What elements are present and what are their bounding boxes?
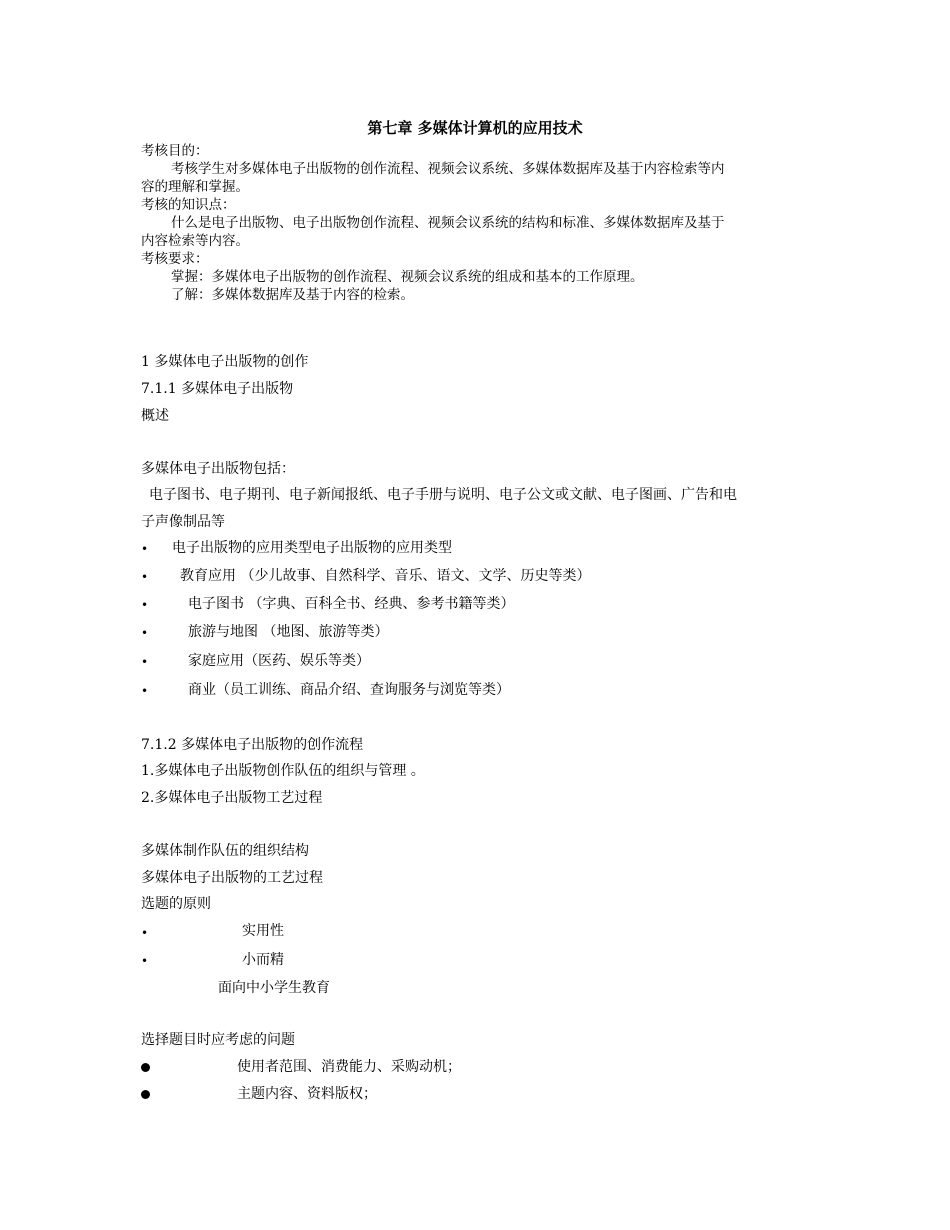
list-item: 电子图书 （字典、百科全书、经典、参考书籍等类）	[188, 596, 515, 612]
list-item: 电子出版物的应用类型电子出版物的应用类型	[172, 540, 452, 556]
principle-extra: 面向中小学生教育	[218, 980, 330, 996]
purpose-text-line2: 容的理解和掌握。	[141, 179, 249, 195]
bullet-icon: •	[141, 954, 149, 968]
section-7-1-1-heading: 7.1.1 多媒体电子出版物	[141, 381, 294, 397]
knowledge-text-line2: 内容检索等内容。	[141, 233, 249, 249]
issues-heading: 选择题目时应考虑的问题	[141, 1032, 295, 1048]
principle-heading: 选题的原则	[141, 896, 211, 912]
list-item: 家庭应用（医药、娱乐等类）	[188, 653, 370, 669]
includes-line1: 电子图书、电子期刊、电子新闻报纸、电子手册与说明、电子公文或文献、电子图画、广告和电	[149, 487, 737, 503]
team-structure-heading: 多媒体制作队伍的组织结构	[141, 843, 309, 859]
step-2: 2.多媒体电子出版物工艺过程	[141, 790, 323, 806]
bullet-icon: •	[141, 655, 149, 669]
bullet-icon: •	[141, 626, 149, 640]
includes-label: 多媒体电子出版物包括：	[141, 461, 295, 477]
bullet-dot-icon	[141, 1063, 150, 1072]
bullet-icon: •	[141, 684, 149, 698]
requirement-label: 考核要求：	[141, 251, 209, 267]
list-item: 主题内容、资料版权；	[237, 1086, 377, 1102]
section-1-heading: 1 多媒体电子出版物的创作	[141, 354, 309, 370]
list-item: 教育应用 （少儿故事、自然科学、音乐、语文、文学、历史等类）	[180, 568, 591, 584]
bullet-dot-icon	[141, 1090, 150, 1099]
knowledge-text-line1: 什么是电子出版物、电子出版物创作流程、视频会议系统的结构和标准、多媒体数据库及基于	[171, 215, 725, 231]
page-title: 第七章 多媒体计算机的应用技术	[367, 119, 583, 137]
bullet-icon: •	[141, 926, 149, 940]
bullet-icon: •	[141, 570, 149, 584]
purpose-text-line1: 考核学生对多媒体电子出版物的创作流程、视频会议系统、多媒体数据库及基于内容检索等内	[171, 161, 725, 177]
knowledge-label: 考核的知识点：	[141, 197, 236, 213]
bullet-icon: •	[141, 542, 149, 556]
list-item: 旅游与地图 （地图、旅游等类）	[188, 624, 389, 640]
overview-heading: 概述	[141, 408, 169, 424]
list-item: 实用性	[242, 923, 284, 939]
bullet-icon: •	[141, 598, 149, 612]
requirement-understand: 了解：多媒体数据库及基于内容的检索。	[171, 287, 414, 303]
list-item: 小而精	[242, 952, 284, 968]
includes-line2: 子声像制品等	[141, 514, 225, 530]
list-item: 使用者范围、消费能力、采购动机；	[237, 1059, 461, 1075]
purpose-label: 考核目的：	[141, 143, 209, 159]
list-item: 商业（员工训练、商品介绍、查询服务与浏览等类）	[188, 682, 510, 698]
section-7-1-2-heading: 7.1.2 多媒体电子出版物的创作流程	[141, 737, 364, 753]
requirement-master: 掌握：多媒体电子出版物的创作流程、视频会议系统的组成和基本的工作原理。	[171, 269, 644, 285]
step-1: 1.多媒体电子出版物创作队伍的组织与管理 。	[141, 763, 425, 779]
process-heading: 多媒体电子出版物的工艺过程	[141, 870, 323, 886]
